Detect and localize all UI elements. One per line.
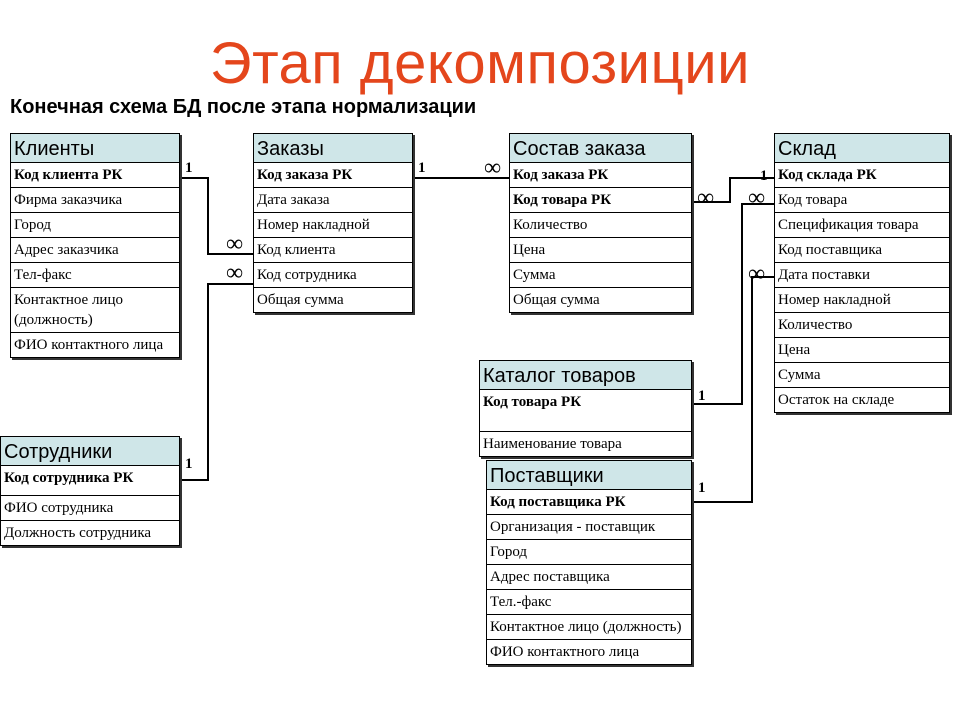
table-orders xyxy=(253,133,413,313)
table-suppliers xyxy=(486,460,692,665)
table-suppliers-field: Организация - поставщик xyxy=(487,515,691,540)
table-catalog-pk: Код товара РК xyxy=(480,390,691,432)
table-employees xyxy=(0,436,180,546)
cardinality-many: ∞ xyxy=(226,260,244,286)
table-warehouse-field: Остаток на складе xyxy=(778,392,895,408)
table-order-items-field: Количество xyxy=(510,213,691,238)
table-warehouse-field: Код поставщика xyxy=(775,238,949,263)
cardinality-one: 1 xyxy=(185,160,193,176)
cardinality-one: 1 xyxy=(185,456,193,472)
table-warehouse-field: Спецификация товара xyxy=(775,213,949,238)
table-clients-header: Клиенты xyxy=(11,134,179,163)
table-employees-pk: Код сотрудника РК xyxy=(1,466,179,496)
table-warehouse-field: Код товара xyxy=(775,188,949,213)
table-order-items-field: Сумма xyxy=(510,263,691,288)
table-catalog-field: Наименование товара xyxy=(483,436,622,452)
table-warehouse-field: Номер накладной xyxy=(775,288,949,313)
table-warehouse xyxy=(774,133,950,413)
table-employees-header: Сотрудники xyxy=(1,437,179,466)
page-subtitle: Конечная схема БД после этапа нормализации xyxy=(10,96,477,118)
table-orders-header: Заказы xyxy=(254,134,412,163)
table-warehouse-field: Количество xyxy=(775,313,949,338)
table-warehouse-field: Цена xyxy=(775,338,949,363)
table-orders-pk: Код заказа РК xyxy=(254,163,412,188)
table-suppliers-field: ФИО контактного лица xyxy=(490,644,640,660)
line-catalog-warehouse xyxy=(692,204,775,404)
cardinality-one: 1 xyxy=(418,160,426,176)
table-suppliers-field: Адрес поставщика xyxy=(487,565,691,590)
cardinality-many: ∞ xyxy=(697,185,715,211)
table-suppliers-header: Поставщики xyxy=(487,461,691,490)
table-clients-field: ФИО контактного лица xyxy=(14,337,164,353)
table-catalog-header: Каталог товаров xyxy=(480,361,691,390)
table-warehouse-field: Дата поставки xyxy=(775,263,949,288)
table-clients-field: Город xyxy=(11,213,179,238)
cardinality-one: 1 xyxy=(760,168,768,184)
table-orders-field: Общая сумма xyxy=(257,292,344,308)
table-suppliers-field: Тел.-факс xyxy=(487,590,691,615)
table-clients-field: Контактное лицо (должность) xyxy=(11,288,179,333)
cardinality-one: 1 xyxy=(698,388,706,404)
table-order-items-header: Состав заказа xyxy=(510,134,691,163)
cardinality-many: ∞ xyxy=(484,155,502,181)
cardinality-many: ∞ xyxy=(748,261,766,287)
table-order-items-field: Цена xyxy=(510,238,691,263)
table-order-items xyxy=(509,133,692,313)
cardinality-many: ∞ xyxy=(226,231,244,257)
table-employees-field: ФИО сотрудника xyxy=(1,496,179,521)
table-clients-field: Адрес заказчика xyxy=(11,238,179,263)
table-orders-field: Код сотрудника xyxy=(254,263,412,288)
table-order-items-field: Общая сумма xyxy=(513,292,600,308)
page-title: Этап декомпозиции xyxy=(209,31,751,96)
table-clients-pk: Код клиента РК xyxy=(11,163,179,188)
table-warehouse-pk: Код склада РК xyxy=(775,163,949,188)
table-suppliers-field: Контактное лицо (должность) xyxy=(487,615,691,640)
cardinality-one: 1 xyxy=(698,480,706,496)
table-clients-field: Тел-факс xyxy=(11,263,179,288)
table-order-items-pk: Код товара РК xyxy=(510,188,691,213)
table-suppliers-field: Город xyxy=(487,540,691,565)
line-employees-orders xyxy=(178,284,254,480)
table-suppliers-pk: Код поставщика РК xyxy=(487,490,691,515)
table-warehouse-header: Склад xyxy=(775,134,949,163)
table-employees-field: Должность сотрудника xyxy=(4,525,152,541)
table-order-items-pk: Код заказа РК xyxy=(510,163,691,188)
table-clients-field: Фирма заказчика xyxy=(11,188,179,213)
table-catalog xyxy=(479,360,692,457)
table-orders-field: Номер накладной xyxy=(254,213,412,238)
table-orders-field: Код клиента xyxy=(254,238,412,263)
cardinality-many: ∞ xyxy=(748,185,766,211)
table-warehouse-field: Сумма xyxy=(775,363,949,388)
table-clients xyxy=(10,133,180,358)
table-orders-field: Дата заказа xyxy=(254,188,412,213)
